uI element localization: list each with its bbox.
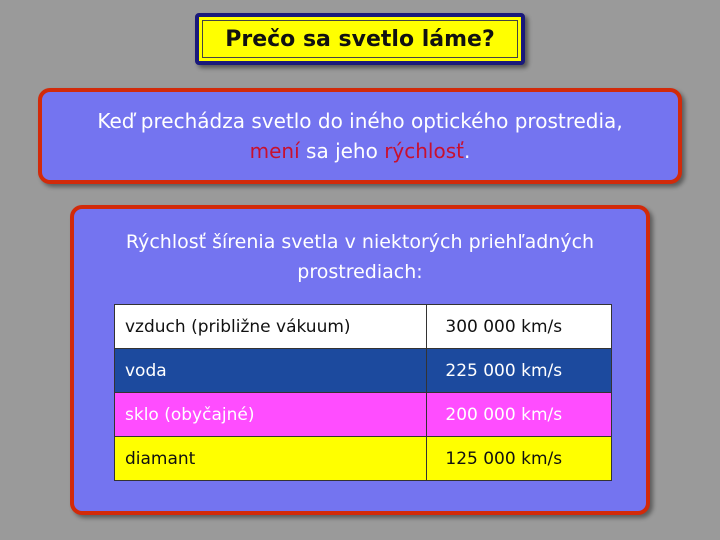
table-row [115, 349, 612, 393]
intro-line-2: prostrediach: [297, 261, 423, 283]
intro-text [74, 227, 646, 287]
title-box [195, 13, 525, 65]
statement-line-2 [250, 136, 471, 166]
medium-cell: diamant [115, 437, 427, 481]
statement-box [38, 88, 682, 184]
page-title: Prečo sa svetlo láme? [225, 26, 495, 52]
medium-cell: sklo (obyčajné) [115, 393, 427, 437]
speed-cell: 300 000 km/s [427, 305, 612, 349]
statement-line-1: Keď prechádza svetlo do iného optického prostredia, [97, 109, 623, 133]
table-row [115, 437, 612, 481]
statement-highlight-rychlost: rýchlosť [384, 139, 464, 163]
statement-highlight-meni: mení [249, 139, 300, 163]
speed-cell: 125 000 km/s [427, 437, 612, 481]
statement-period: . [464, 139, 471, 163]
medium-cell: voda [115, 349, 427, 393]
speed-cell: 225 000 km/s [427, 349, 612, 393]
statement-middle-text: sa jeho [299, 139, 385, 163]
speed-info-box [70, 205, 650, 515]
table-row [115, 305, 612, 349]
speed-table [114, 304, 612, 481]
speed-cell: 200 000 km/s [427, 393, 612, 437]
medium-cell: vzduch (približne vákuum) [115, 305, 427, 349]
intro-line-1: Rýchlosť šírenia svetla v niektorých priehľadných [125, 231, 595, 253]
table-row [115, 393, 612, 437]
